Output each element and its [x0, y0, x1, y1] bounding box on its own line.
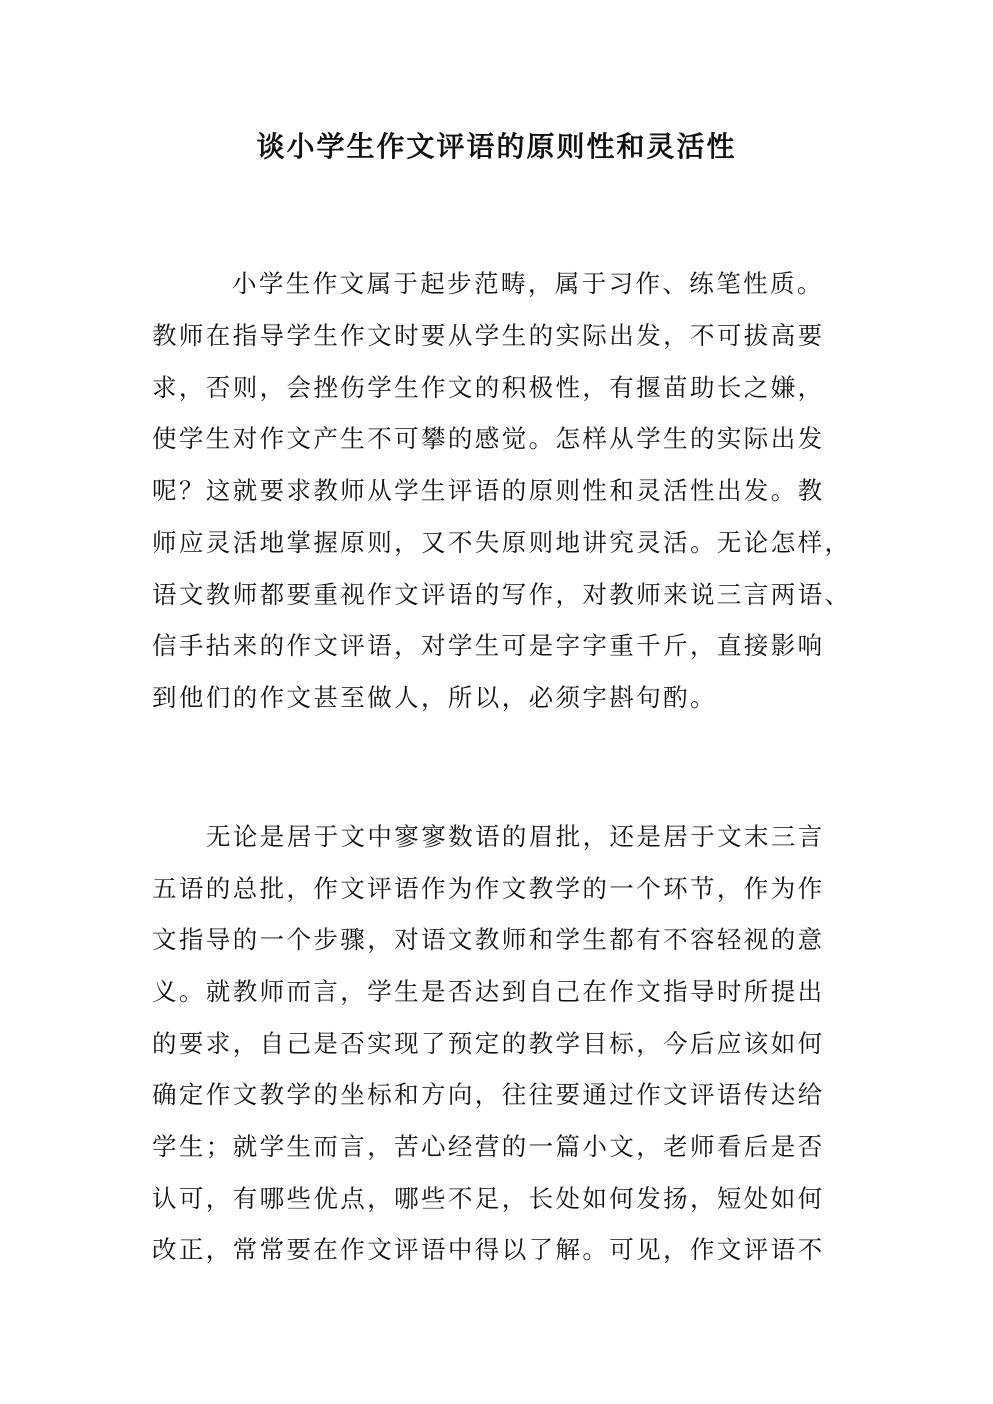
paragraph-line: 确定作文教学的坐标和方向，往往要通过作文评语传达给 — [152, 1080, 825, 1109]
paragraph-line: 到他们的作文甚至做人，所以，必须字斟句酌。 — [152, 683, 717, 712]
paragraph-line: 语文教师都要重视作文评语的写作，对教师来说三言两语、 — [152, 580, 852, 609]
paragraph-line: 义。就教师而言，学生是否达到自己在作文指导时所提出 — [152, 977, 825, 1006]
paragraph-line: 使学生对作文产生不可攀的感觉。怎样从学生的实际出发 — [152, 424, 825, 453]
paragraph-line: 呢？这就要求教师从学生评语的原则性和灵活性出发。教 — [152, 476, 825, 505]
paragraph-line: 教师在指导学生作文时要从学生的实际出发，不可拔高要 — [152, 321, 825, 350]
paragraph-line: 小学生作文属于起步范畴，属于习作、练笔性质。 — [232, 269, 824, 298]
paragraph-line: 改正，常常要在作文评语中得以了解。可见，作文评语不 — [152, 1235, 825, 1264]
paragraph-line: 无论是居于文中寥寥数语的眉批，还是居于文末三言 — [206, 822, 825, 851]
paragraph-line: 文指导的一个步骤，对语文教师和学生都有不容轻视的意 — [152, 925, 825, 954]
paragraph-line: 信手拈来的作文评语，对学生可是字字重千斤，直接影响 — [152, 631, 825, 660]
paragraph-line: 认可，有哪些优点，哪些不足，长处如何发扬，短处如何 — [152, 1184, 825, 1213]
paragraph-line: 求，否则，会挫伤学生作文的积极性，有揠苗助长之嫌， — [152, 373, 825, 402]
paragraph-line: 师应灵活地掌握原则，又不失原则地讲究灵活。无论怎样， — [152, 528, 852, 557]
paragraph-line: 五语的总批，作文评语作为作文教学的一个环节，作为作 — [152, 874, 825, 903]
paragraph-line: 学生；就学生而言，苦心经营的一篇小文，老师看后是否 — [152, 1132, 825, 1161]
document-title: 谈小学生作文评语的原则性和灵活性 — [256, 130, 737, 163]
paragraph-line: 的要求，自己是否实现了预定的教学目标，今后应该如何 — [152, 1029, 825, 1058]
